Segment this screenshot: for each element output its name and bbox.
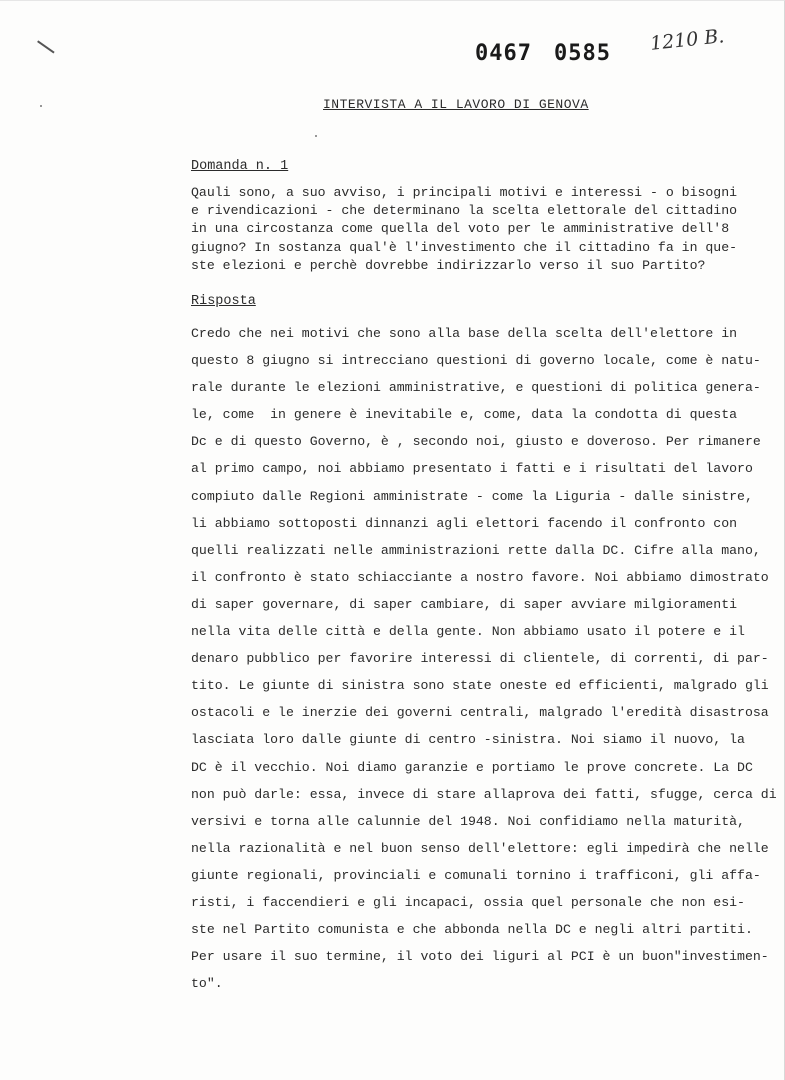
question-line: e rivendicazioni - che determinano la scelta elettorale del cittadino [191,203,738,219]
question-line: in una circostanza come quella del voto per le amministrative dell'8 [191,221,730,237]
question-text [191,184,771,275]
answer-line: le, come in genere è inevitabile e, come, data la condotta di questa [191,407,738,423]
answer-line: giunte regionali, provinciali e comunali tornino i trafficoni, gli affa- [191,867,761,883]
question-line: giugno? In sostanza qual'è l'investimento che il cittadino fa in que- [191,239,738,255]
stray-pen-mark [37,40,54,53]
answer-line: tito. Le giunte di sinistra sono state oneste ed efficienti, malgrado gli [191,678,769,694]
scan-speck [40,105,42,107]
answer-line: denaro pubblico per favorire interessi di clientele, di correnti, di par- [191,651,769,667]
answer-line: Per usare il suo termine, il voto dei liguri al PCI è un buon"investimen- [191,949,769,965]
answer-line: ostacoli e le inerzie dei governi centrali, malgrado l'eredità disastrosa [191,705,769,721]
answer-line: DC è il vecchio. Noi diamo garanzie e portiamo le prove concrete. La DC [191,759,753,775]
answer-line: il confronto è stato schiacciante a nostro favore. Noi abbiamo dimostrato [191,569,769,585]
answer-line: risti, i faccendieri e gli incapaci, ossia quel personale che non esi- [191,894,745,910]
answer-line: Credo che nei motivi che sono alla base della scelta dell'elettore in [191,326,738,341]
reference-number-right: 0585 [553,41,611,66]
answer-line: nella razionalità e nel buon senso dell'elettore: egli impedirà che nelle [191,840,769,856]
answer-line: rale durante le elezioni amministrative, e questioni di politica genera- [191,380,761,396]
answer-line: compiuto dalle Regioni amministrate - come la Liguria - dalle sinistre, [191,488,753,504]
answer-label: Risposta [191,294,256,309]
document-title: INTERVISTA A IL LAVORO DI GENOVA [323,97,589,112]
answer-line: ste nel Partito comunista e che abbonda nella DC e negli altri partiti. [191,922,753,938]
answer-line: questo 8 giugno si intrecciano questioni di governo locale, come è natu- [191,353,761,369]
archive-reference-numbers [475,41,611,66]
answer-line: Dc e di questo Governo, è , secondo noi, giusto e doveroso. Per rimanere [191,434,761,450]
answer-line: li abbiamo sottoposti dinnanzi agli elettori facendo il confronto con [191,515,738,531]
answer-line: al primo campo, noi abbiamo presentato i fatti e i risultati del lavoro [191,461,753,477]
answer-line: to". [191,976,223,992]
answer-line: lasciata loro dalle giunte di centro -sinistra. Noi siamo il nuovo, la [191,732,745,748]
question-line: Qauli sono, a suo avviso, i principali motivi e interessi - o bisogni [191,185,738,200]
reference-number-left: 0467 [475,41,532,66]
scan-speck [315,135,317,137]
answer-line: versivi e torna alle calunnie del 1948. Noi confidiamo nella maturità, [191,813,745,829]
handwritten-note: 1210 B. [649,25,726,55]
question-line: ste elezioni e perchè dovrebbe indirizzarlo verso il suo Partito? [191,257,706,273]
question-label: Domanda n. 1 [191,159,289,174]
answer-line: di saper governare, di saper cambiare, di saper avviare milgioramenti [191,596,738,612]
answer-line: non può darle: essa, invece di stare allaprova dei fatti, sfugge, cerca di [191,786,777,802]
answer-line: quelli realizzati nelle amministrazioni rette dalla DC. Cifre alla mano, [191,542,761,558]
answer-line: nella vita delle città e della gente. Non abbiamo usato il potere e il [191,624,745,640]
answer-text [191,320,777,997]
